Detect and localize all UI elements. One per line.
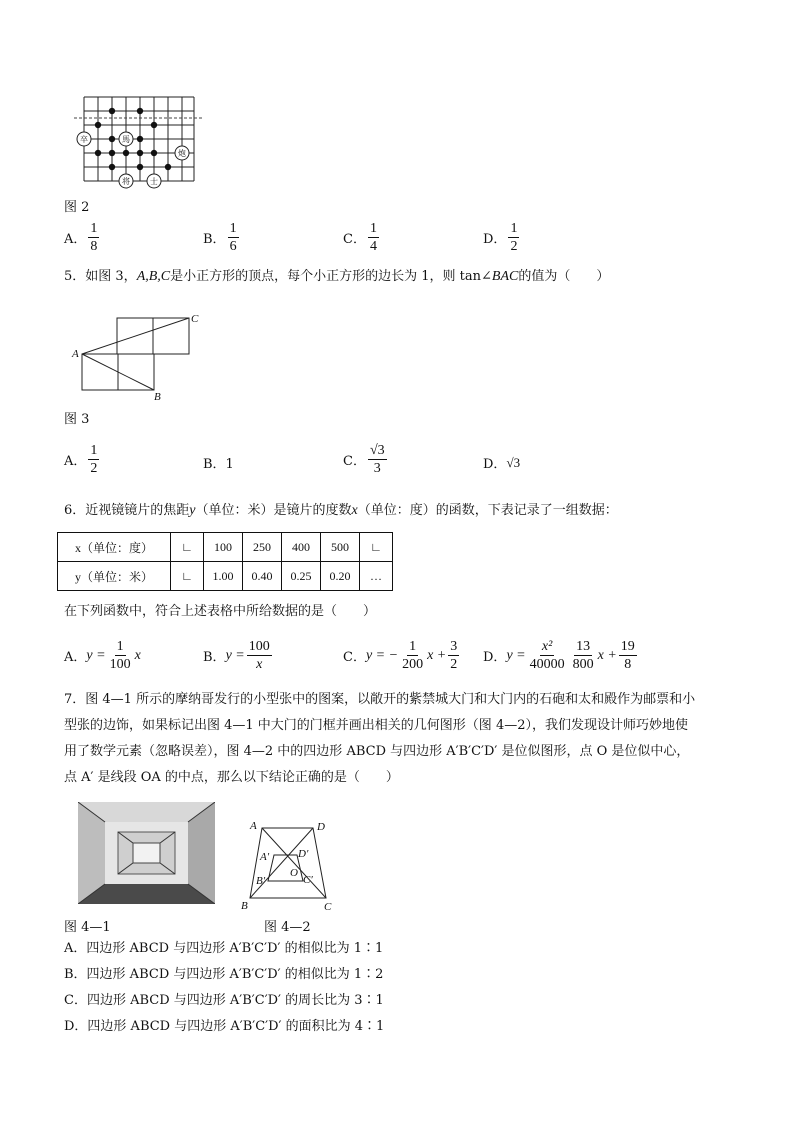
option-num: 1 — [510, 221, 518, 236]
option-pre: y = — [506, 647, 526, 663]
option-7-c[interactable]: C．四边形 ABCD 与四边形 A′B′C′D′ 的周长比为 3∶1 — [64, 993, 384, 1008]
label-a: A — [72, 348, 79, 360]
q6-var-x: x — [351, 503, 358, 518]
table-cell: ∟ — [171, 562, 204, 591]
table-cell: ∟ — [171, 533, 204, 562]
option-post: x — [134, 647, 141, 663]
figure-4-2-caption: 图 4—2 — [264, 920, 311, 935]
option-5-a[interactable] — [64, 442, 101, 477]
option-5-d[interactable] — [483, 453, 520, 472]
table-cell: 400 — [282, 533, 321, 562]
table-row — [58, 562, 393, 591]
option-den: 2 — [90, 461, 98, 476]
table-cell: 500 — [321, 533, 360, 562]
option-label: B． — [203, 650, 226, 665]
piece-shi: 士 — [150, 177, 158, 186]
question-6-text — [64, 500, 618, 522]
option-den: 2 — [510, 239, 518, 254]
figure-2-caption: 图 2 — [64, 200, 90, 215]
option-7-b[interactable]: B．四边形 ABCD 与四边形 A′B′C′D′ 的相似比为 1∶2 — [64, 967, 384, 982]
data-table — [57, 532, 393, 591]
label-o: O — [290, 867, 298, 879]
option-num: 3 — [450, 639, 458, 654]
option-value: √3 — [506, 454, 521, 470]
table-cell: 100 — [204, 533, 243, 562]
option-label: D． — [483, 232, 507, 247]
label-b-prime: B′ — [256, 875, 266, 887]
option-den: 800 — [572, 657, 594, 672]
label-b: B — [154, 391, 161, 402]
label-c-prime: C′ — [303, 874, 313, 886]
piece-zu: 卒 — [80, 135, 88, 144]
option-num: 13 — [576, 639, 591, 654]
option-label: B． — [203, 232, 226, 247]
q5-text-b: 是小正方形的顶点，每个小正方形的边长为 1，则 tan∠ — [170, 269, 492, 284]
option-pre: y = − — [365, 647, 399, 663]
table-cell: 1.00 — [204, 562, 243, 591]
table-cell: 0.40 — [243, 562, 282, 591]
option-5-c[interactable] — [343, 442, 389, 477]
option-6-a[interactable] — [64, 638, 141, 673]
q5-angle: BAC — [491, 269, 519, 284]
option-7-a[interactable]: A．四边形 ABCD 与四边形 A′B′C′D′ 的相似比为 1∶1 — [64, 941, 384, 956]
figure-4-1-caption: 图 4—1 — [64, 920, 111, 935]
option-label: C． — [343, 454, 366, 469]
option-den: 2 — [450, 657, 458, 672]
option-pre: y = — [225, 647, 245, 663]
q6-var-y: y — [189, 503, 196, 518]
option-2-d[interactable] — [483, 220, 521, 255]
option-den: 6 — [229, 239, 237, 254]
label-a-prime: A′ — [260, 851, 270, 863]
figure-4-2-diagram — [240, 818, 340, 912]
option-6-d[interactable] — [483, 638, 639, 673]
label-c: C — [324, 901, 332, 912]
option-2-b[interactable] — [203, 220, 241, 255]
question-6-prompt: 在下列函数中，符合上述表格中所给数据的是（ ） — [64, 604, 377, 619]
option-2-c[interactable] — [343, 220, 381, 255]
figure-2-chessboard — [74, 92, 204, 192]
option-den: x — [256, 657, 263, 672]
option-den: 3 — [373, 461, 381, 476]
question-7-line1: 7．图 4—1 所示的摩纳哥发行的小型张中的图案，以敞开的紫禁城大门和大门内的石砲和太和殿作为邮票和小 — [64, 692, 696, 707]
option-label: C． — [343, 232, 366, 247]
table-row — [58, 533, 393, 562]
question-7-line3: 用了数学元素（忽略误差），图 4—2 中的四边形 ABCD 与四边形 A′B′C′D′ 是位似图形，点 O 是位似中心， — [64, 744, 690, 759]
option-5-b[interactable]: B．1 — [203, 457, 234, 472]
label-d-prime: D′ — [298, 848, 309, 860]
option-label: A． — [64, 454, 87, 469]
figure-4-1-photo — [78, 802, 215, 904]
option-num: x² — [541, 639, 553, 654]
question-7-line4: 点 A′ 是线段 OA 的中点，那么以下结论正确的是（ ） — [64, 770, 399, 785]
table-head: y（单位：米） — [58, 562, 171, 591]
piece-jiang: 将 — [122, 177, 130, 186]
option-num: 19 — [620, 639, 635, 654]
option-label: D． — [483, 457, 507, 472]
option-num: 1 — [90, 443, 98, 458]
q5-text-a: 5．如图 3， — [64, 269, 137, 284]
option-label: C． — [343, 650, 366, 665]
option-label: A． — [64, 650, 87, 665]
option-7-d[interactable]: D．四边形 ABCD 与四边形 A′B′C′D′ 的面积比为 4∶1 — [64, 1019, 385, 1034]
option-num: 1 — [90, 221, 98, 236]
option-num: 1 — [409, 639, 417, 654]
figure-3-caption: 图 3 — [64, 412, 90, 427]
option-label: A． — [64, 232, 87, 247]
figure-3-grid — [68, 310, 208, 402]
option-num: √3 — [369, 443, 385, 458]
table-cell: 0.20 — [321, 562, 360, 591]
question-7-line2: 型张的边饰，如果标记出图 4—1 中大门的门框并画出相关的几何图形（图 4—2），我们发现设计师巧妙地使 — [64, 718, 688, 733]
label-d: D — [317, 821, 325, 833]
question-5-text — [64, 266, 609, 288]
table-head: x（单位：度） — [58, 533, 171, 562]
piece-pao: 炮 — [178, 149, 186, 158]
q6-text-c: （单位：度）的函数，下表记录了一组数据： — [357, 503, 618, 518]
q5-text-c: 的值为（ ） — [518, 269, 610, 284]
table-cell: … — [360, 562, 393, 591]
q6-text-a: 6．近视镜镜片的焦距 — [64, 503, 190, 518]
option-mid: x + — [597, 647, 617, 663]
piece-ma: 馬 — [122, 135, 130, 144]
option-num: 1 — [369, 221, 377, 236]
label-c: C — [191, 313, 199, 325]
option-mid: x + — [427, 647, 447, 663]
table-cell: 250 — [243, 533, 282, 562]
option-num: 1 — [229, 221, 237, 236]
option-den: 8 — [624, 657, 632, 672]
option-num: 100 — [248, 639, 270, 654]
option-den: 40000 — [529, 657, 565, 672]
label-b: B — [241, 900, 248, 912]
option-den: 4 — [369, 239, 377, 254]
table-cell: ∟ — [360, 533, 393, 562]
option-6-b[interactable] — [203, 638, 274, 673]
option-2-a[interactable] — [64, 220, 101, 255]
option-num: 1 — [116, 639, 124, 654]
option-den: 200 — [402, 657, 424, 672]
option-6-c[interactable] — [343, 638, 461, 673]
option-label: D． — [483, 650, 507, 665]
option-den: 100 — [109, 657, 131, 672]
q5-vars: A,B,C — [136, 269, 171, 284]
table-cell: 0.25 — [282, 562, 321, 591]
option-den: 8 — [90, 239, 98, 254]
q6-text-b: （单位：米）是镜片的度数 — [195, 503, 352, 518]
option-pre: y = — [86, 647, 106, 663]
label-a: A — [250, 820, 257, 832]
